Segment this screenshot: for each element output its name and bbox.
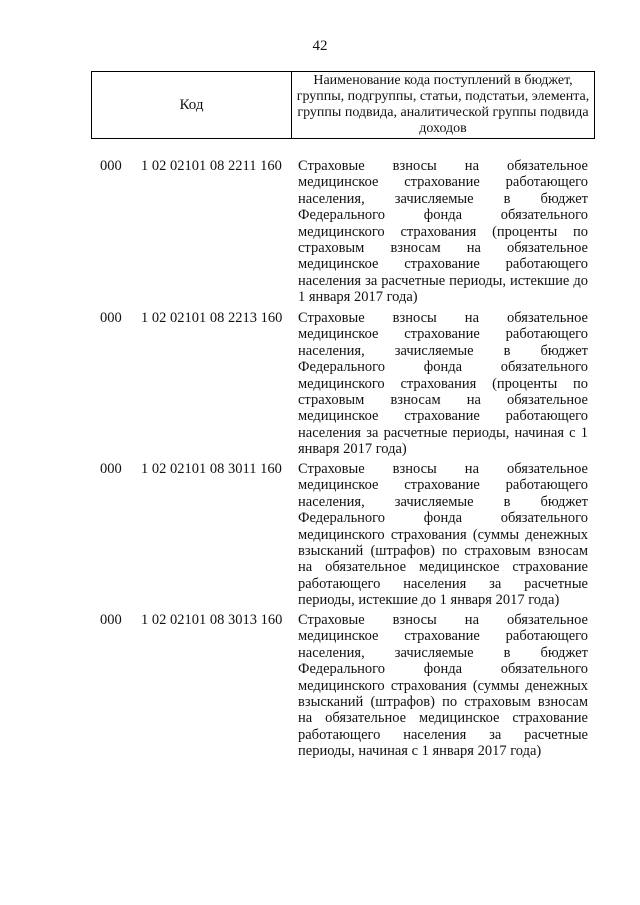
header-name-cell: Наименование кода поступлений в бюджет, группы, подгруппы, статьи, подстатьи, элемента, группы подвида, аналитической группы подвида доходов <box>296 73 590 136</box>
revenue-name: Страховые взносы на обязательное медицинское страхование работающего населения, зачисляемые в бюджет Федерального фонда обязательного медицинского страхования (проценты по страховым взносам на обязательное медицинское страхование работающего населения за расчетные периоды, начиная с 1 января 2017 года) <box>298 310 588 458</box>
table-row <box>0 612 640 762</box>
revenue-code: 1 02 02101 08 2211 160 <box>141 158 282 174</box>
table-row <box>0 158 640 308</box>
header-code-cell <box>92 72 292 138</box>
revenue-code: 1 02 02101 08 3011 160 <box>141 461 282 477</box>
table-row <box>0 310 640 460</box>
revenue-code: 1 02 02101 08 3013 160 <box>141 612 283 628</box>
revenue-name: Страховые взносы на обязательное медицинское страхование работающего населения, зачисляемые в бюджет Федерального фонда обязательного медицинского страхования (суммы денежных взысканий (штрафов) по страховым взносам на обязательное медицинское страхование работающего населения за расчетные периоды, начиная с 1 января 2017 года) <box>298 612 588 760</box>
page-number: 42 <box>312 38 328 54</box>
admin-code: 000 <box>100 158 122 174</box>
table-row <box>0 461 640 611</box>
admin-code: 000 <box>100 612 122 628</box>
revenue-name: Страховые взносы на обязательное медицинское страхование работающего населения, зачисляемые в бюджет Федерального фонда обязательного медицинского страхования (суммы денежных взысканий (штрафов) по страховым взносам на обязательное медицинское страхование работающего населения за расчетные периоды, истекшие до 1 января 2017 года) <box>298 461 588 609</box>
admin-code: 000 <box>100 461 122 477</box>
header-code-label: Код <box>179 96 204 113</box>
revenue-name: Страховые взносы на обязательное медицинское страхование работающего населения, зачисляемые в бюджет Федерального фонда обязательного медицинского страхования (проценты по страховым взносам на обязательное медицинское страхование работающего населения за расчетные периоды, истекшие до 1 января 2017 года) <box>298 158 588 306</box>
admin-code: 000 <box>100 310 122 326</box>
revenue-code: 1 02 02101 08 2213 160 <box>141 310 283 326</box>
table-header <box>91 71 595 139</box>
